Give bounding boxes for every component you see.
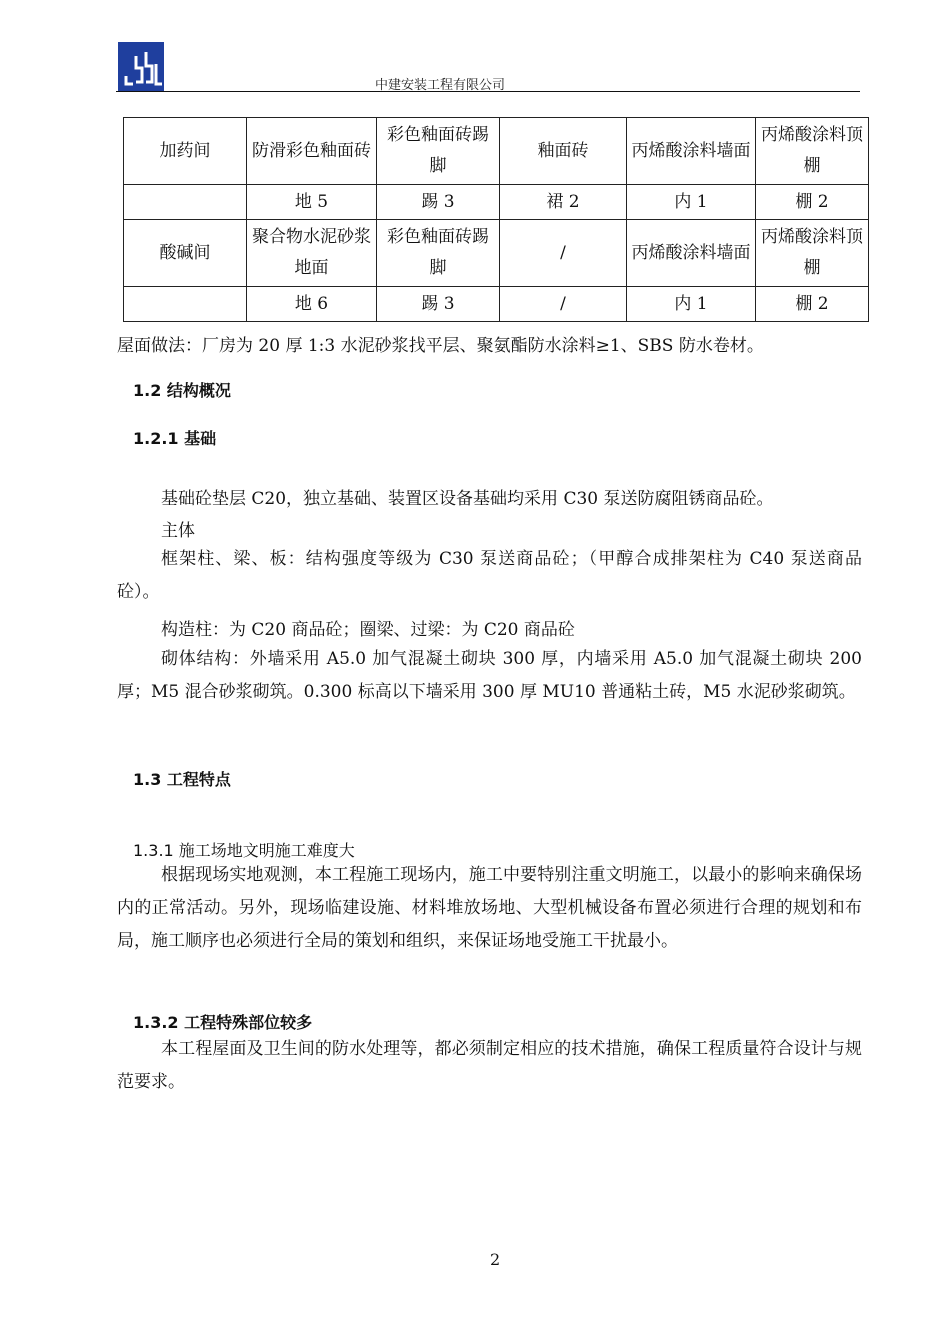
special-text: 本工程屋面及卫生间的防水处理等，都必须制定相应的技术措施，确保工程质量符合设计与规范要求。: [117, 1039, 862, 1092]
table-cell: 地 6: [247, 287, 377, 322]
foundation-text: 基础砼垫层 C20，独立基础、装置区设备基础均采用 C30 泵送防腐阻锈商品砼。: [161, 489, 774, 509]
table-cell: [124, 185, 247, 220]
finish-table: [123, 117, 869, 322]
table-cell: 丙烯酸涂料顶棚: [756, 118, 869, 185]
table-cell: 防滑彩色釉面砖: [247, 118, 377, 185]
heading-1-3-2: 1.3.2 工程特殊部位较多: [133, 1013, 313, 1032]
table-cell: 丙烯酸涂料墙面: [627, 118, 756, 185]
table-cell: 内 1: [627, 287, 756, 322]
table-cell: [124, 287, 247, 322]
table-cell: 踢 3: [377, 185, 500, 220]
table-row: [124, 185, 869, 220]
table-cell: 裙 2: [500, 185, 627, 220]
table-cell: 棚 2: [756, 185, 869, 220]
table-cell: 彩色釉面砖踢脚: [377, 118, 500, 185]
columns-text: 构造柱：为 C20 商品砼；圈梁、过梁：为 C20 商品砼: [161, 620, 575, 640]
heading-1-3: 1.3 工程特点: [133, 770, 231, 789]
table-cell: /: [500, 287, 627, 322]
main-body-text: 主体: [161, 521, 195, 541]
table-cell: 聚合物水泥砂浆地面: [247, 220, 377, 287]
company-logo: [118, 42, 164, 92]
table-cell: 彩色釉面砖踢脚: [377, 220, 500, 287]
site-text: 根据现场实地观测，本工程施工现场内，施工中要特别注重文明施工，以最小的影响来确保场内的正常活动。另外，现场临建设施、材料堆放场地、大型机械设备布置必须进行合理的规划和布局，施工顺序也必须进行全局的策划和组织，来保证场地受施工干扰最小。: [117, 865, 862, 951]
table-row: [124, 118, 869, 185]
table-cell: 棚 2: [756, 287, 869, 322]
frame-text: 框架柱、梁、板：结构强度等级为 C30 泵送商品砼；（甲醇合成排架柱为 C40 泵送商品砼）。: [117, 549, 862, 602]
table-cell: 酸碱间: [124, 220, 247, 287]
heading-1-2: 1.2 结构概况: [133, 381, 231, 400]
table-cell: /: [500, 220, 627, 287]
table-cell: 丙烯酸涂料顶棚: [756, 220, 869, 287]
page-number: 2: [490, 1250, 501, 1269]
table-cell: 地 5: [247, 185, 377, 220]
masonry-text: 砌体结构：外墙采用 A5.0 加气混凝土砌块 300 厚，内墙采用 A5.0 加气混凝土砌块 200 厚；M5 混合砂浆砌筑。0.300 标高以下墙采用 300 厚 MU10 普通粘土砖，M5 水泥砂浆砌筑。: [117, 649, 862, 702]
table-cell: 踢 3: [377, 287, 500, 322]
table-row: [124, 220, 869, 287]
header-rule: [116, 91, 860, 92]
table-cell: 丙烯酸涂料墙面: [627, 220, 756, 287]
company-name: 中建安装工程有限公司: [375, 78, 506, 93]
heading-1-3-1: 1.3.1 施工场地文明施工难度大: [133, 841, 355, 860]
table-cell: 内 1: [627, 185, 756, 220]
table-cell: 加药间: [124, 118, 247, 185]
heading-1-2-1: 1.2.1 基础: [133, 429, 217, 448]
table-cell: 釉面砖: [500, 118, 627, 185]
roof-note: 屋面做法：厂房为 20 厚 1:3 水泥砂浆找平层、聚氨酯防水涂料≥1、SBS 防水卷材。: [117, 336, 764, 356]
table-row: [124, 287, 869, 322]
